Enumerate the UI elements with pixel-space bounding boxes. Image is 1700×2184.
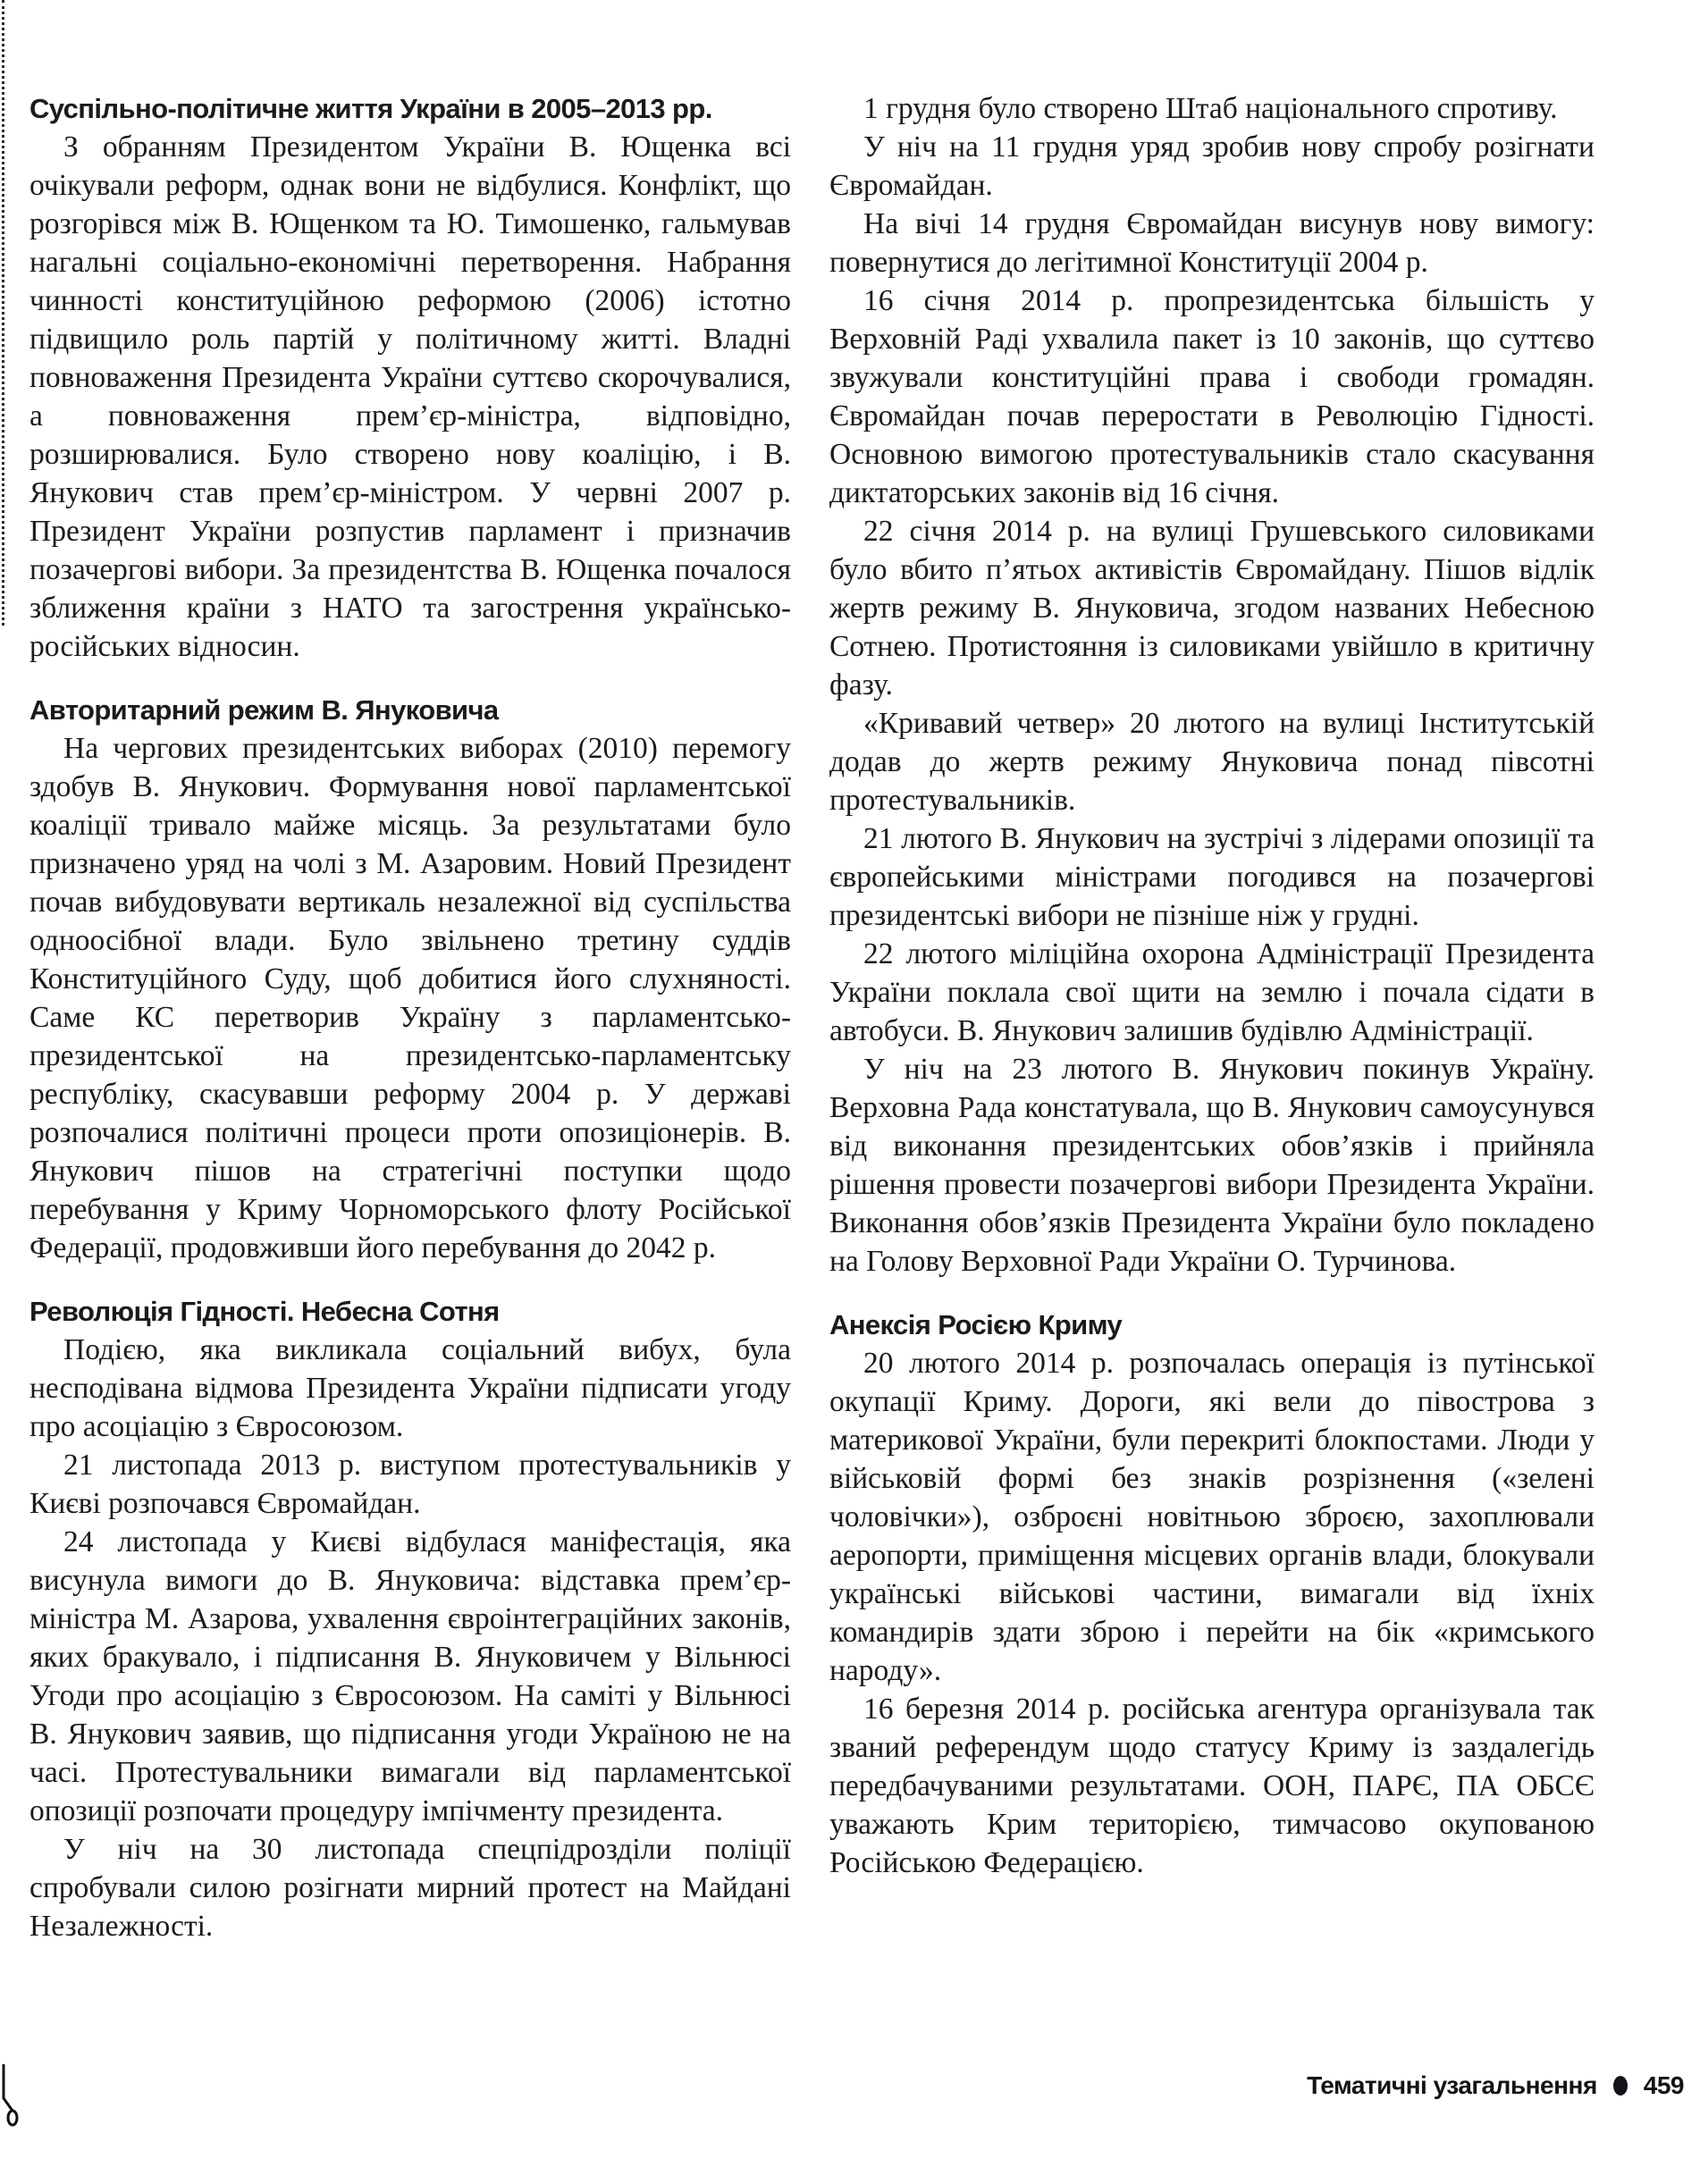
- paragraph: «Кривавий четвер» 20 лютого на вулиці Інститутській додав до жертв режиму Януковича понад півсотні протестувальників.: [829, 707, 1595, 817]
- paragraph: На вічі 14 грудня Євромайдан висунув нову вимогу: повернутися до легітимної Конституції 2004 р.: [829, 207, 1595, 279]
- paragraph: 16 березня 2014 р. російська агентура організувала так званий референдум щодо статусу Криму із заздалегідь передбачуваними результатами. ООН, ПАРЄ, ПА ОБСЄ уважають Крим територією, тимчасово окупованою Російською Федерацією.: [829, 1693, 1595, 1879]
- bullet-icon: [1613, 2076, 1628, 2096]
- footer-section-title: Тематичні узагальнення: [1307, 2071, 1597, 2099]
- page-footer: [1307, 2071, 1684, 2100]
- page-number: 459: [1643, 2071, 1684, 2099]
- paragraph: З обранням Президентом України В. Ющенка всі очікували реформ, однак вони не відбулися. Конфлікт, що розгорівся між В. Ющенком та Ю. Тимошенко, гальмував нагальні соціально-економічні перетворення. Набрання чинності конституційною реформою (2006) істотно підвищило роль партій у політичному житті. Владні повноваження Президента України суттєво скорочувалися, а повноваження прем’єр-міністра, відповідно, розширювалися. Було створено нову коаліцію, і В. Янукович став прем’єр-міністром. У червні 2007 р. Президент України розпустив парламент і призначив позачергові вибори. За президентства В. Ющенка почалося зближення країни з НАТО та загострення українсько-російських відносин.: [29, 130, 791, 663]
- paragraph: У ніч на 11 грудня уряд зробив нову спробу розігнати Євромайдан.: [829, 130, 1595, 202]
- left-column: [29, 89, 791, 1945]
- paragraph: У ніч на 23 лютого В. Янукович покинув Україну. Верховна Рада констатувала, що В. Янукович самоусунувся від виконання президентських обов’язків і прийняла рішення провести позачергові вибори Президента України. Виконання обов’язків Президента України було покладено на Голову Верховної Ради України О. Турчинова.: [829, 1053, 1595, 1278]
- section-heading: Революція Гідності. Небесна Сотня: [29, 1296, 500, 1327]
- dotted-margin-line: [2, 0, 4, 626]
- paragraph: 21 лютого В. Янукович на зустрічі з лідерами опозиції та європейськими міністрами погодився на позачергові президентські вибори не пізніше ніж у грудні.: [829, 822, 1595, 932]
- paragraph: У ніч на 30 листопада спецпідрозділи поліції спробували силою розігнати мирний протест на Майдані Незалежності.: [29, 1833, 791, 1943]
- right-column: [829, 89, 1595, 1882]
- section-heading: Авторитарний режим В. Януковича: [29, 694, 499, 726]
- paragraph: На чергових президентських виборах (2010) перемогу здобув В. Янукович. Формування нової парламентської коаліції тривало майже місяць. За результатами було призначено уряд на чолі з М. Азаровим. Новий Президент почав вибудовувати вертикаль незалежної від суспільства одноосібної влади. Було звільнено третину суддів Конституційного Суду, щоб добитися його слухняності. Саме КС перетворив Україну з парламентсько-президентської на президентсько-парламентську республіку, скасувавши реформу 2004 р. У державі розпочалися політичні процеси проти опозиціонерів. В. Янукович пішов на стратегічні поступки щодо перебування у Криму Чорноморського флоту Російської Федерації, продовживши його перебування до 2042 р.: [29, 732, 791, 1264]
- paragraph: 22 січня 2014 р. на вулиці Грушевського силовиками було вбито п’ятьох активістів Євромайдану. Пішов відлік жертв режиму В. Януковича, згодом названих Небесною Сотнею. Протистояння із силовиками увійшло в критичну фазу.: [829, 515, 1595, 701]
- paragraph: 22 лютого міліційна охорона Адміністрації Президента України поклала свої щити на землю і почала сідати в автобуси. В. Янукович залишив будівлю Адміністрації.: [829, 937, 1595, 1047]
- paragraph: 16 січня 2014 р. пропрезидентська більшість у Верховній Раді ухвалила пакет із 10 законів, що суттєво звужували конституційні права і свободи громадян. Євромайдан почав переростати в Революцію Гідності. Основною вимогою протестувальників стало скасування диктаторських законів від 16 січня.: [829, 284, 1595, 509]
- page-corner-mark-icon: [0, 2064, 21, 2127]
- section-heading: Суспільно-політичне життя України в 2005–2013 рр.: [29, 93, 712, 124]
- paragraph: 20 лютого 2014 р. розпочалась операція із путінської окупації Криму. Дороги, які вели до півострова з материкової України, були перекриті блокпостами. Люди у військовій формі без знаків розрізнення («зелені чоловічки»), озброєні новітньою зброєю, захоплювали аеропорти, приміщення місцевих органів влади, блокували українські військові частини, вимагали від їхніх командирів здати зброю і перейти на бік «кримського народу».: [829, 1347, 1595, 1687]
- paragraph: 21 листопада 2013 р. виступом протестувальників у Києві розпочався Євромайдан.: [29, 1449, 791, 1520]
- paragraph: 1 грудня було створено Штаб національного спротиву.: [863, 92, 1558, 125]
- section-heading: Анексія Росією Криму: [829, 1309, 1123, 1340]
- paragraph: Подією, яка викликала соціальний вибух, була несподівана відмова Президента України підписати угоду про асоціацію з Євросоюзом.: [29, 1333, 791, 1443]
- paragraph: 24 листопада у Києві відбулася маніфестація, яка висунула вимоги до В. Януковича: відставка прем’єр-міністра М. Азарова, ухвалення євроінтеграційних законів, яких бракувало, і підписання В. Януковичем у Вільнюсі Угоди про асоціацію з Євросоюзом. На саміті у Вільнюсі В. Янукович заявив, що підписання угоди Україною не на часі. Протестувальники вимагали від парламентської опозиції розпочати процедуру імпічменту президента.: [29, 1525, 791, 1827]
